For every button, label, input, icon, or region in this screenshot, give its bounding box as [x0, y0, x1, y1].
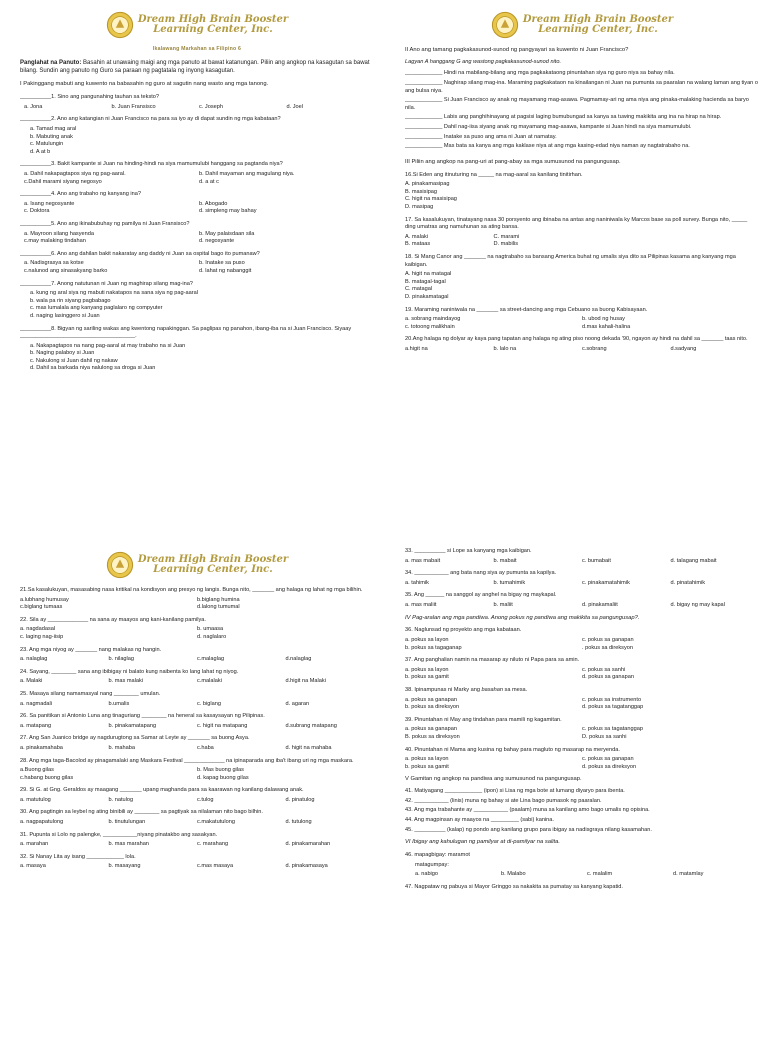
list-item: 41. Matiyagang ____________ (ipon) si Lisa ng mga bote at lumang diyaryo para ibenta. — [405, 788, 625, 795]
question: __________5. Ano ang ikinabubuhay ng pamilya ni Juan Fransisco? a. Mayroon silang hasyenda b. May palaisdaan sila c.may malaking tindahan d. negosyante — [20, 220, 255, 245]
question: __________1. Sino ang pangunahing tauhan sa teksto? a. Jona b. Juan Fransisco c. Joseph d. Joel — [20, 94, 303, 110]
list-item: 42. ___________ (linis) muna ng bahay si ate Lina bago pumasok ng paaralan. — [405, 797, 602, 804]
section-heading: IV Pag-aralan ang mga pandiwa. Anong pokus ng pandiwa ang makikita sa pangungusap?. — [405, 614, 640, 621]
question: 46. mapagbigay: maramot matagumpay: a. nabigo b. Malabo c. malalim d. matamlay — [405, 852, 704, 878]
question: 21.Sa kasalukuyan, masasabing nasa kritikal na kondisyon ang presyo ng langis. Bunga nito, _______ ang halaga ng lahat ng mga bilihin. a.lubhang humusay b.biglang humina c.biglang tumaas d.lalong tumumal — [20, 587, 363, 611]
section-heading: III Piliin ang angkop na pang-uri at pang-abay sa mga sumusunod na pangungusap. — [405, 158, 621, 165]
question: 25. Masaya silang namamasyal nang ________ umulan. a. nagmadali b.umalis c. biglang d. agaran — [20, 690, 310, 707]
list-item: ____________ Dahil nag-iisa siyang anak ng mayamang mag-asawa, kampante si Juan hindi na siya mamumulubi. — [405, 124, 692, 131]
question: 23. Ang mga niyog ay _______ nang malakas ng hangin. a. nalaglag b. nilaglag c.malaglag d.nalaglag — [20, 646, 312, 663]
section-subheading: Lagyan A hanggang G ang wastong pagkakasunod-sunod nito. — [405, 58, 562, 65]
logo-line-2: Learning Center, Inc. — [153, 564, 273, 575]
list-item: ____________ Si Juan Francisco ay anak ng mayamang mag-asawa. Pagmamay-ari ng ama niya ang pinaka-malaking hacienda sa baryo nila. — [405, 97, 749, 111]
page-1 — [20, 8, 374, 508]
question: 47. Nagpataw ng pabuya si Mayor Gringgo sa nakakita sa pumatay sa kanyang kapatid. — [405, 883, 623, 890]
question: __________7. Anong natutunan ni Juan ng maghirap silang mag-ina? a. kung ng aral siya ng mabuti nakatapos na sana siya ng pag-aaral b. wala pa rin siyang pagbabago c. mas lumalala ang kanyang paglalaro ng compyuter d. naging lasinggero si Juan — [20, 280, 198, 319]
list-item: ____________ Labis ang panghihinayang at pagsisi laging bumubungad sa kanya sa tuwing makikita ang ina na hirap na hirap. — [405, 114, 722, 121]
school-logo — [405, 8, 759, 42]
question: 31. Pupunta si Lolo ng palengke, ___________niyang pinatakbo ang sasakyan. a. marahan b. mas marahan c. marahang d. pinakamarahan — [20, 831, 331, 848]
question: 39. Pinuntahan ni May ang tindahan para mamili ng kagamitan. a. pokus sa ganapan c. pokus sa tagatanggap B. pokus sa direksyon D. pokus sa sanhi — [405, 716, 643, 740]
question: 29. Si G. at Gng. Geraldos ay maagang _______ upang maghanda para sa kaarawan ng kanilang dalawang anak. a. matutulog b. natulog c.tulog d. pinatulog — [20, 787, 315, 803]
question: 26. Sa panitikan si Antonio Luna ang tinaguriang ________ na heneral sa kasaysayan ng Pilipinas. a. matapang b. pinakamatapang c. higit na matapang d.subrang matapang — [20, 713, 337, 729]
question: 19. Maraming naniniwala na _______ sa street-dancing ang mga Cebuano sa buong Kabisayaan. a. sobrang maindayog b. ubod ng husay c. totoong malikhain d.mas kahali-halina — [405, 306, 648, 330]
question: __________2. Ano ang katangian ni Juan Francisco na para sa iyo ay di dapat sundin ng mga kabataan? a. Tamad mag aral b. Mabuting anak c. Matulungin d. A at b — [20, 116, 281, 155]
question: 38. Ipinampunas ni Marky ang basahan sa mesa. a. pokus sa ganapan c. pokus sa instrumento b. pokus sa direksyon d. pokus sa tagatanggap — [405, 687, 644, 711]
list-item: 44. Ang magpinsan ay maayos na _________ (sabi) kanina. — [405, 817, 554, 823]
list-item: ____________ Inatake sa puso ang ama ni Juan at namatay. — [405, 133, 557, 140]
page-4 — [405, 548, 759, 1048]
question: __________3. Bakit kampante si Juan na hinding-hindi na siya mamumulubi hanggang sa pagtanda niya? a. Dahil nakapagtapos siya ng pag-aaral. b. Dahil mayaman ang magulang niya. c.Dahil marami siyang negosyo d. a at c — [20, 161, 295, 185]
question: 18. Si Mang Canor ang _______ na nagtrabaho sa bansang America buhat ng umalis siya dito sa Pilipinas kasama ang kanyang mga kaibigan. A. higit na matagal B. matagal-tagal C. matagal D. pinakamatagal — [405, 254, 736, 300]
question: 34. ___________ ang bata nang siya ay pumunta sa kapilya. a. tahimik b. tumahimik c. pinakamatahimik d. pinatahimik — [405, 570, 706, 586]
question: 17. Sa kasalukuyan, tinatayang nasa 30 porsyento ang ibinaba na antas ang naniniwala ky Marcos base sa poll survey. Bunga nito, _____ ding umatras ang namuhunan sa ating bansa. A. malaki C. marami B. mataas D. mabilis — [405, 216, 748, 248]
question: 16.Si Eden ang itinuturing na _____ na mag-aaral sa kanilang tinitirhan. A. pinakamasipag B. masisipag C. higit na masisipag D. masipag — [405, 171, 583, 211]
question: 24. Sayang, ________ sana ang ibibigay ni balato kung naibenta ko lang lahat ng niyog. a. Malaki b. mas malaki c.malalaki d.higit na Malaki — [20, 668, 326, 685]
list-item: ____________ Hindi na mabilang-bilang ang mga pagkakataong pinuntahan siya ng guro niya sa bahay nila. — [405, 70, 675, 77]
question: 22. Sila ay _____________ na sana ay maayos ang kani-kanilang pamilya. a. nagdadasal b. umaasa c. laging nag-iisip d. naglalaro — [20, 616, 227, 640]
question: 40. Pinuntahan ni Mama ang kusina ng bahay para magluto ng masarap na meryenda. a. pokus sa layon c. pokus sa ganapan b. pokus sa gamit d. pokus sa direksyon — [405, 746, 637, 770]
question: 30. Ang pagtingin sa leybel ng ating binibili ay ________ sa pagtiyak sa nilalaman nito bago bilhin. a. nagpapatulong b. tinutulungan c.makatutulong d. tutulong — [20, 809, 312, 826]
section-heading: VI Ibigay ang kahulugan ng pamilyar at di-pamilyar na salita. — [405, 839, 560, 846]
page-2 — [405, 8, 759, 508]
page-title: Ikalawang Markahan sa Filipino 6 — [152, 46, 242, 52]
question: __________6. Ano ang dahilan bakit nakaratay ang daddy ni Juan sa ospital bago ito pumanaw? a. Nadisgrasya sa kotse b. Inatake sa puso c.nalunod ang sinasakyang barko d. lahat ng nabanggit — [20, 250, 260, 274]
section-heading: V Gamitan ng angkop na pandiwa ang sumusunod na pangungusap. — [405, 776, 582, 783]
question: 35. Ang ______ na sanggol ay anghel na bigay ng maykapal. a. mas maliit b. maliit d. pinakamaliit d. bigay ng may kapal — [405, 592, 725, 608]
logo-line-1: Dream High Brain Booster — [522, 13, 674, 25]
list-item: 45. __________ (kalap) ng pondo ang kanilang grupo para ibigay sa nadisgraya nilang kasamahan. — [405, 826, 652, 833]
logo-line-1: Dream High Brain Booster — [137, 553, 289, 565]
question: 37. Ang panghalian namin na masarap ay niluto ni Papa para sa amin. a. pokus sa layon c. pokus sa sanhi b. pokus sa gamit d. pokus sa ganapan — [405, 657, 634, 681]
sequence-list — [405, 70, 759, 150]
crest-icon — [106, 551, 134, 579]
school-logo — [20, 8, 374, 42]
instructions: Panglahat na Panuto: Basahin at unawaing maigi ang mga panuto at bawat katanungan. Piliin ang angkop na kasagutan sa bawat bilang. Sundin ang panuto ng Guro sa paraan ng pagtatala ng inyong kasagutan. — [20, 60, 370, 75]
question: __________8. Bigyan ng sariling wakas ang kwentong napakinggan. Sa paglipas ng panahon, ibang-iba na si Juan Francisco. Siyaay _____________________________________. a. Nakapagtapos na nang pag-aaral at may trabaho na si Juan b. Naging palaboy si Juan c. Nakulong si Juan dahil ng nakaw d. Dahil sa barkada niya nalulong sa droga si Juan — [20, 325, 352, 372]
page-3 — [20, 548, 374, 1048]
question: 27. Ang San Juanico bridge ay nagdurugtong sa Samar at Leyte ay _______ sa buong Asya. a. pinakamahaba b. mahaba c.haba d. higit na mahaba — [20, 735, 332, 751]
logo-line-2: Learning Center, Inc. — [153, 24, 273, 35]
section-heading: I Pakinggang mabuti ang kuwento na babasahin ng guro at sagutin nang wasto ang mga tanong. — [20, 81, 269, 88]
question: 28. Ang mga taga-Bacolod ay pinagamalaki ang Maskara Festival _____________ na ipinaparada ang iba't ibang uri ng mga maskara. a.Buong gilas b. Mas buong gilas c.habang buong gilas d. kapag buong gilas — [20, 757, 354, 781]
logo-line-2: Learning Center, Inc. — [538, 24, 658, 35]
question: 20.Ang halaga ng dolyar ay kaya pang tapatan ang halaga ng ating piso noong dekada '90, ngayon ay hindi na dahil sa _______ taas nito. a.higit na b. lalo na c.sobrang d.sadyang — [405, 336, 748, 352]
question: 33. __________ si Lope sa kanyang mga kaibigan. a. mas mabait b. mabait c. bumabait d. talagang mabait — [405, 548, 717, 564]
question: __________4. Ano ang trabaho ng kanyang ina? a. Isang negosyante b. Abogado c. Doktora d. simpleng may bahay — [20, 191, 257, 215]
list-item: ____________ Mas bata sa kanya ang mga kaklase niya at ang mga kasing-edad niya naman ay nagtatrabaho na. — [405, 143, 690, 150]
list-item: ____________ Naghirap silang mag-ina. Maraming pagkakataon na kinailangan ni Juan na pumunta sa paaralan na walang laman ang tiyan o ang bulsa niya. — [405, 80, 758, 94]
school-logo — [20, 548, 374, 582]
crest-icon — [106, 11, 134, 39]
crest-icon — [491, 11, 519, 39]
logo-line-1: Dream High Brain Booster — [137, 13, 289, 25]
section-heading: II Ano ang tamang pagkakasunod-sunod ng pangyayari sa kuwento ni Juan Francisco? — [405, 47, 629, 53]
question: 36. Naglunsad ng proyekto ang mga kabataan. a. pokus sa layon c. pokus sa ganapan b. pokus sa tagaganap . pokus sa direksyon — [405, 627, 634, 651]
list-item: 43. Ang mga trabahante ay ___________ (paalam) muna sa kanilang amo bago umalis ng opisina. — [405, 807, 650, 814]
question: 32. Si Nanay Lita ay isang ____________ lola. a. masaya b. masayang c.mas masaya d. pinakamasaya — [20, 853, 328, 870]
